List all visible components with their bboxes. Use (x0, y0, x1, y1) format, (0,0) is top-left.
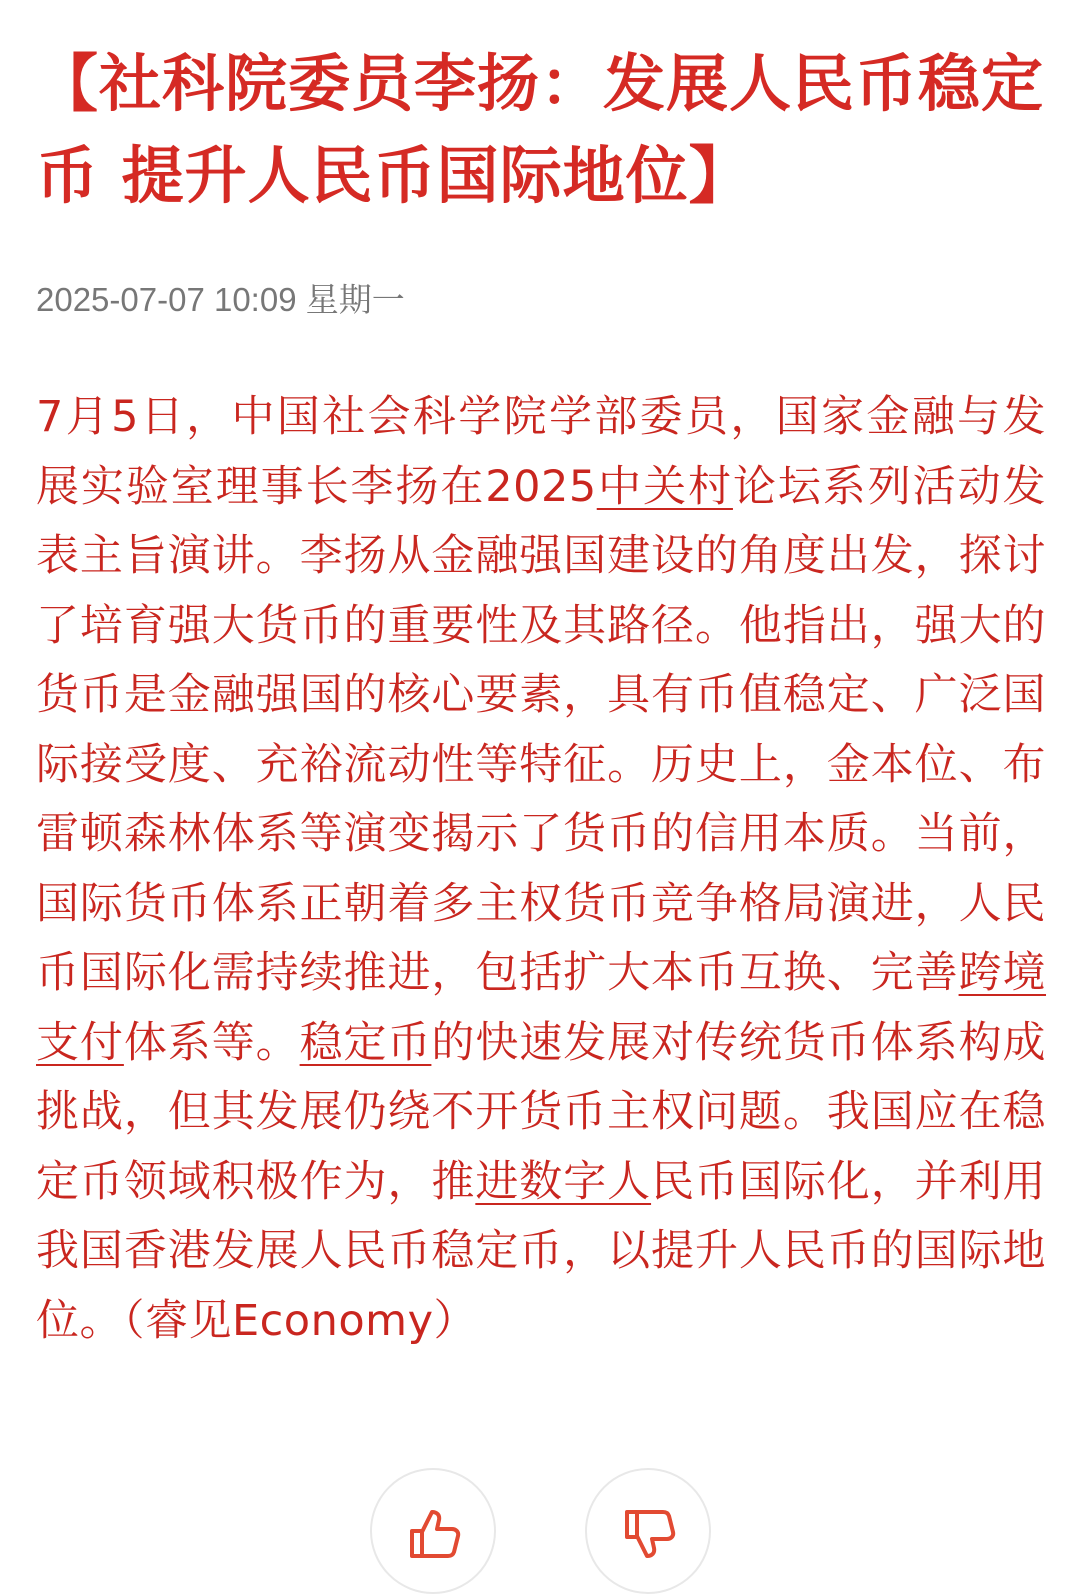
publish-datetime: 2025-07-07 10:09 星期一 (36, 281, 405, 318)
body-text: 7月5日，中国社会科学院学部委员，国家金融与发展实验室理事长李扬在2025 (36, 392, 1046, 512)
zhongguancun-link[interactable]: 中关村 (596, 461, 733, 512)
thumbs-up-icon (407, 1506, 463, 1562)
body-text: 的快速发展对传统货币体系构成挑战，但其发展仍绕不开货币主权问题。我国应在稳定币领域积极作为，推 (36, 1017, 1047, 1207)
article-title: 【社科院委员李扬：发展人民币稳定币 提升人民币国际地位】 (36, 47, 1045, 212)
body-text: 论坛系列活动发表主旨演讲。李扬从金融强国建设的角度出发，探讨了培育强大货币的重要性及其路径。他指出，强大的货币是金融强国的核心要素，具有币值稳定、广泛国际接受度、充裕流动性等特征。历史上，金本位、布雷顿森林体系等演变揭示了货币的信用本质。当前，国际货币体系正朝着多主权货币竞争格局演进，人民币国际化需持续推进，包括扩大本币互换、完善 (36, 461, 1047, 998)
dislike-button[interactable] (585, 1468, 711, 1594)
thumbs-down-icon (622, 1506, 678, 1562)
body-text: 民币国际化，并利用我国香港发展人民币稳定币，以提升人民币的国际地位。（睿见Economy） (36, 1156, 1047, 1346)
like-button[interactable] (370, 1468, 496, 1594)
body-text: 体系等。 (123, 1017, 300, 1068)
article-body (36, 383, 1046, 1356)
vote-bar (0, 1468, 1080, 1567)
cross-border-payment-link[interactable]: 跨境支付 (36, 948, 1047, 1068)
digital-rmb-link[interactable]: 进数字人 (475, 1156, 652, 1207)
stablecoin-link[interactable]: 稳定币 (299, 1017, 432, 1068)
article (36, 38, 1046, 222)
